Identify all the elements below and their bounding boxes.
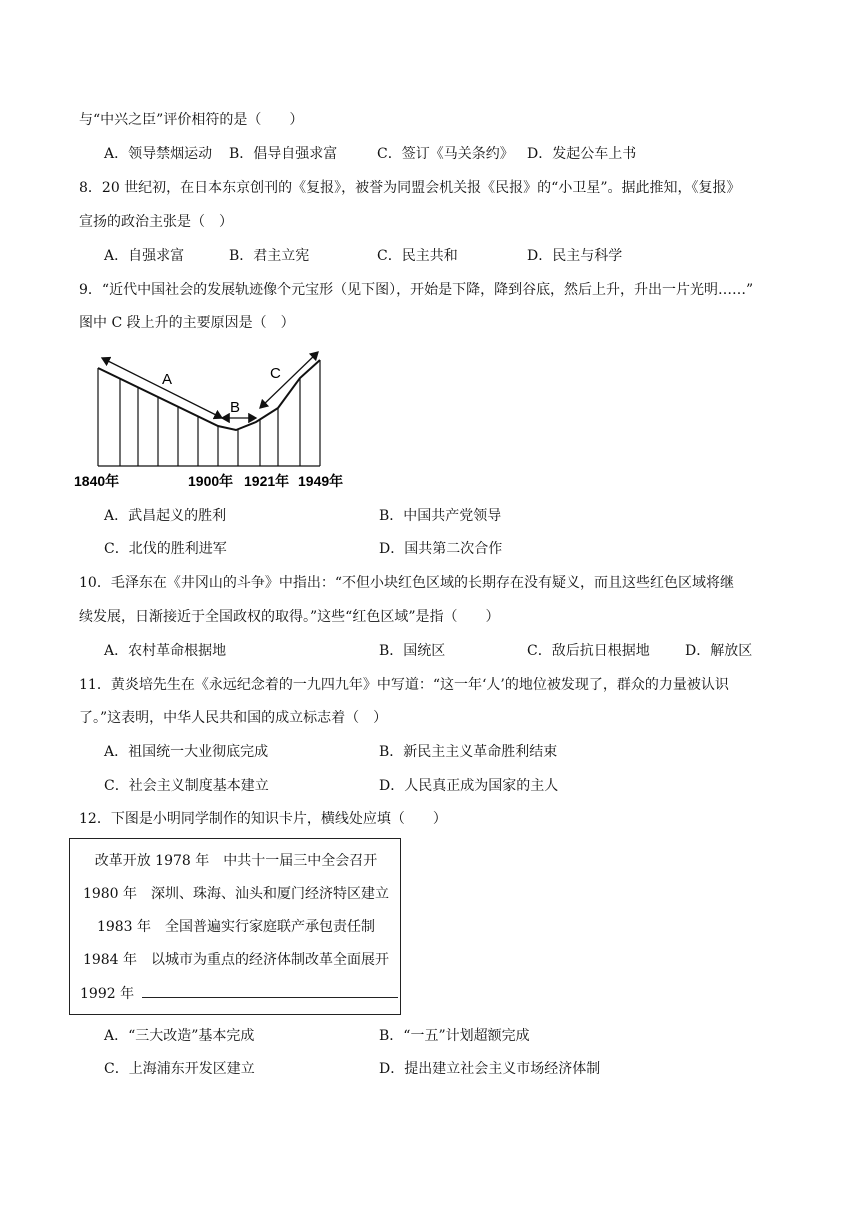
q10-stem-line1: 10．毛泽东在《井冈山的斗争》中指出：“不但小块红色区域的长期存在没有疑义，而且这些红色区域将继 — [79, 575, 734, 591]
q9-option-c[interactable]: C．北伐的胜利进军 — [104, 541, 227, 557]
q7-option-d[interactable]: D．发起公车上书 — [527, 146, 637, 162]
q8-option-b[interactable]: B．君主立宪 — [229, 248, 310, 264]
q11-stem-line1: 11．黄炎培先生在《永远纪念着的一九四九年》中写道：“这一年‘人’的地位被发现了，群众的力量被认识 — [79, 677, 729, 693]
q9-option-b[interactable]: B．中国共产党领导 — [379, 508, 502, 524]
segment-label-b: B — [230, 399, 241, 416]
q8-option-c[interactable]: C．民主共和 — [377, 248, 458, 264]
q12-option-b[interactable]: B．“一五”计划超额完成 — [379, 1028, 530, 1044]
yuanbao-chart — [72, 346, 352, 492]
segment-label-a: A — [162, 371, 173, 388]
q11-option-a[interactable]: A．祖国统一大业彻底完成 — [104, 744, 269, 760]
q7-stem: 与“中兴之臣”评价相符的是（ ） — [79, 112, 304, 128]
q10-stem-line2: 续发展，日渐接近于全国政权的取得。”这些“红色区域”是指（ ） — [79, 609, 500, 625]
card-row: 1980 年 深圳、珠海、汕头和厦门经济特区建立 — [82, 886, 390, 902]
segment-label-c: C — [270, 365, 281, 382]
q10-option-c[interactable]: C．敌后抗日根据地 — [527, 643, 650, 659]
q10-option-a[interactable]: A．农村革命根据地 — [104, 643, 227, 659]
q9-stem-line1: 9．“近代中国社会的发展轨迹像个元宝形（见下图），开始是下降，降到谷底，然后上升，升出一片光明……” — [79, 282, 754, 298]
tick-label-1949: 1949年 — [298, 473, 344, 489]
chart-curve — [98, 360, 320, 430]
q12-stem: 12．下图是小明同学制作的知识卡片，横线处应填（ ） — [79, 811, 447, 827]
q9-stem-line2: 图中 C 段上升的主要原因是（ ） — [79, 315, 295, 331]
card-row: 1983 年 全国普遍实行家庭联产承包责任制 — [96, 919, 376, 935]
q9-option-a[interactable]: A．武昌起义的胜利 — [104, 508, 227, 524]
q10-option-d[interactable]: D．解放区 — [685, 643, 753, 659]
q10-option-b[interactable]: B．国统区 — [379, 643, 446, 659]
q8-stem-line1: 8．20 世纪初，在日本东京创刊的《复报》，被誉为同盟会机关报《民报》的“小卫星”。据此推知，《复报》 — [79, 180, 741, 196]
tick-label-1840: 1840年 — [74, 473, 120, 489]
card-row: 改革开放 1978 年 中共十一届三中全会召开 — [94, 853, 378, 869]
q11-option-b[interactable]: B．新民主主义革命胜利结束 — [379, 744, 558, 760]
q7-option-c[interactable]: C．签订《马关条约》 — [377, 146, 514, 162]
knowledge-card — [69, 838, 401, 1015]
q11-option-c[interactable]: C．社会主义制度基本建立 — [104, 778, 269, 794]
card-row: 1984 年 以城市为重点的经济体制改革全面展开 — [82, 952, 390, 968]
q9-option-d[interactable]: D．国共第二次合作 — [379, 541, 503, 557]
q8-option-d[interactable]: D．民主与科学 — [527, 248, 623, 264]
q8-option-a[interactable]: A．自强求富 — [104, 248, 185, 264]
tick-label-1900: 1900年 — [188, 473, 234, 489]
q7-option-b[interactable]: B．倡导自强求富 — [229, 146, 338, 162]
segment-c-arrow — [260, 352, 318, 408]
q12-option-a[interactable]: A．“三大改造”基本完成 — [104, 1028, 255, 1044]
q11-stem-line2: 了。”这表明，中华人民共和国的成立标志着（ ） — [79, 710, 388, 726]
q12-option-d[interactable]: D．提出建立社会主义市场经济体制 — [379, 1061, 601, 1077]
answer-blank — [142, 983, 398, 998]
card-last-year: 1992 年 — [80, 986, 135, 1002]
q8-stem-line2: 宣扬的政治主张是（ ） — [79, 214, 233, 230]
tick-label-1921: 1921年 — [244, 473, 290, 489]
q7-option-a[interactable]: A．领导禁烟运动 — [104, 146, 213, 162]
card-row-last — [80, 983, 412, 1004]
q12-option-c[interactable]: C．上海浦东开发区建立 — [104, 1061, 255, 1077]
q11-option-d[interactable]: D．人民真正成为国家的主人 — [379, 778, 559, 794]
chart-verticals — [98, 360, 320, 466]
